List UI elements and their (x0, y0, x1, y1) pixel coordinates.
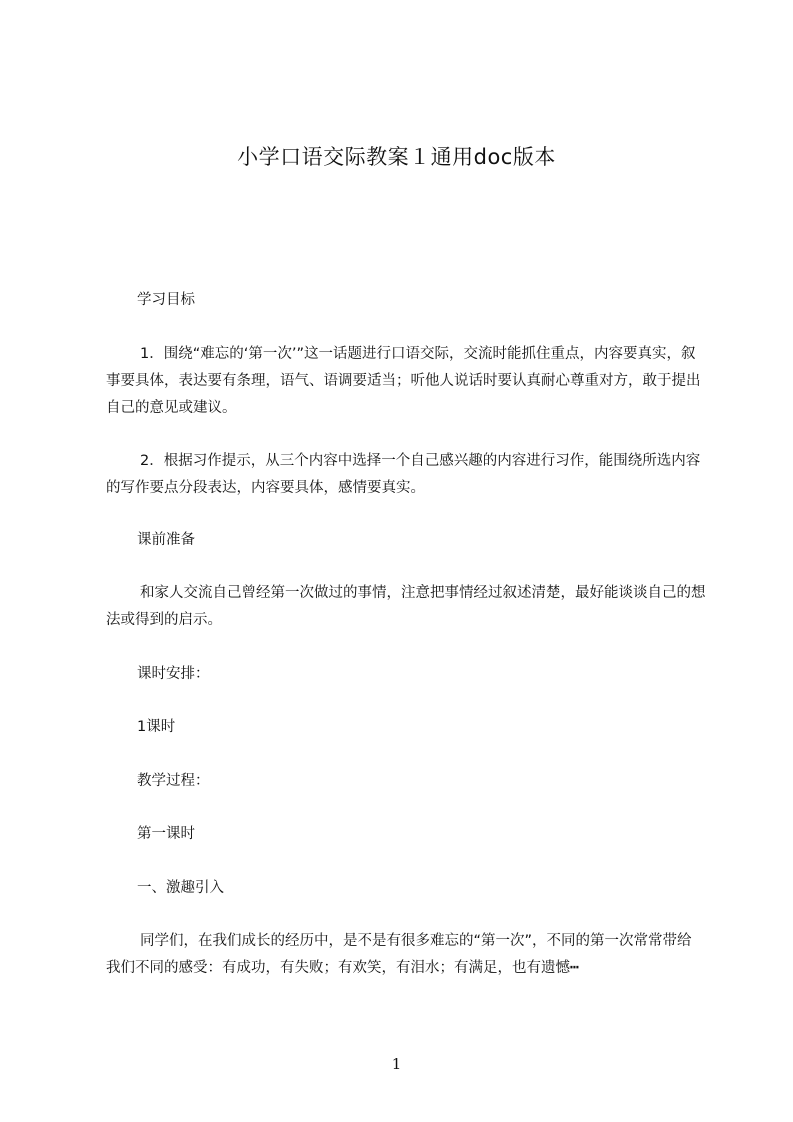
heading-learning-goals: 学习目标 (137, 292, 195, 308)
page-number: 1 (391, 1055, 402, 1073)
goal-item-1: 1．围绕“难忘的‘第一次’”这一话题进行口语交际，交流时能抓住重点，内容要真实，叙事要具体，表达要有条理，语气、语调要适当；听他人说话时要认真耐心尊重对方，敢于提出自己的意见或建议。 (106, 346, 701, 416)
heading-schedule: 课时安排： (137, 666, 210, 682)
goal-item-2: 2．根据习作提示，从三个内容中选择一个自己感兴趣的内容进行习作，能围绕所选内容的写作要点分段表达，内容要具体，感情要真实。 (106, 453, 701, 496)
schedule-text: 1课时 (137, 719, 176, 735)
document-title: 小学口语交际教案１通用doc版本 (237, 145, 556, 169)
intro-text: 同学们，在我们成长的经历中，是不是有很多难忘的“第一次”，不同的第一次常常带给我们不同的感受：有成功，有失败；有欢笑，有泪水；有满足，也有遗憾┅ (106, 933, 692, 976)
heading-section-1: 一、激趣引入 (137, 880, 224, 896)
heading-first-lesson: 第一课时 (137, 826, 195, 842)
preparation-text: 和家人交流自己曾经第一次做过的事情，注意把事情经过叙述清楚，最好能谈谈自己的想法或得到的启示。 (106, 585, 706, 628)
heading-preparation: 课前准备 (137, 532, 195, 548)
heading-teaching-process: 教学过程： (137, 773, 210, 789)
